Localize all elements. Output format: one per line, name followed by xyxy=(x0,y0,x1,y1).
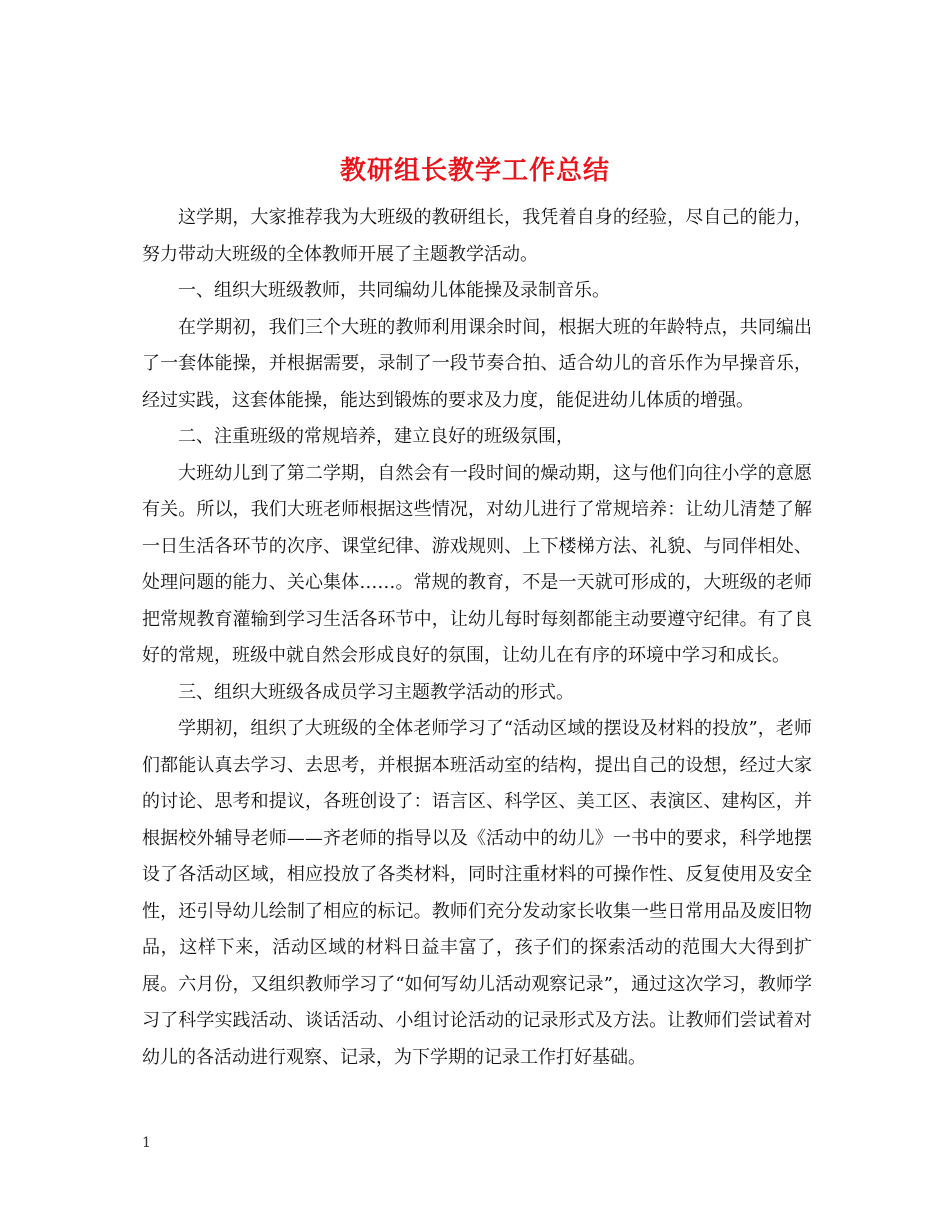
section-heading-2: 二、注重班级的常规培养，建立良好的班级氛围， xyxy=(178,426,574,447)
paragraph-intro: 这学期，大家推荐我为大班级的教研组长，我凭着自身的经验，尽自己的能力，努力带动大班级的全体教师开展了主题教学活动。 xyxy=(142,207,812,265)
paragraph-section-3: 学期初，组织了大班级的全体老师学习了“活动区域的摆设及材料的投放”，老师们都能认真去学习、去思考，并根据本班活动室的结构，提出自己的设想，经过大家的讨论、思考和提议，各班创设了：语言区、科学区、美工区、表演区、建构区，并根据校外辅导老师——齐老师的指导以及《活动中的幼儿》一书中的要求，科学地摆设了各活动区域，相应投放了各类材料，同时注重材料的可操作性、反复使用及安全性，还引导幼儿绘制了相应的标记。教师们充分发动家长收集一些日常用品及废旧物品，这样下来，活动区域的材料日益丰富了，孩子们的探索活动的范围大大得到扩展。六月份，又组织教师学习了“如何写幼儿活动观察记录”，通过这次学习，教师学习了科学实践活动、谈话活动、小组讨论活动的记录形式及方法。让教师们尝试着对幼儿的各活动进行观察、记录，为下学期的记录工作打好基础。 xyxy=(142,718,812,1068)
document-body xyxy=(142,200,812,1076)
paragraph-section-2: 大班幼儿到了第二学期，自然会有一段时间的燥动期，这与他们向往小学的意愿有关。所以，我们大班老师根据这些情况，对幼儿进行了常规培养：让幼儿清楚了解一日生活各环节的次序、课堂纪律、游戏规则、上下楼梯方法、礼貌、与同伴相处、处理问题的能力、关心集体……。常规的教育，不是一天就可形成的，大班级的老师把常规教育灌输到学习生活各环节中，让幼儿每时每刻都能主动要遵守纪律。有了良好的常规，班级中就自然会形成良好的氛围，让幼儿在有序的环境中学习和成长。 xyxy=(142,462,812,666)
document-title: 教研组长教学工作总结 xyxy=(339,156,610,187)
section-heading-1: 一、组织大班级教师，共同编幼儿体能操及录制音乐。 xyxy=(178,280,610,301)
paragraph-section-1: 在学期初，我们三个大班的教师利用课余时间，根据大班的年龄特点，共同编出了一套体能操，并根据需要，录制了一段节奏合拍、适合幼儿的音乐作为早操音乐，经过实践，这套体能操，能达到锻炼的要求及力度，能促进幼儿体质的增强。 xyxy=(142,316,812,411)
page-number: 1 xyxy=(142,1135,151,1151)
section-heading-3: 三、组织大班级各成员学习主题教学活动的形式。 xyxy=(178,681,574,703)
